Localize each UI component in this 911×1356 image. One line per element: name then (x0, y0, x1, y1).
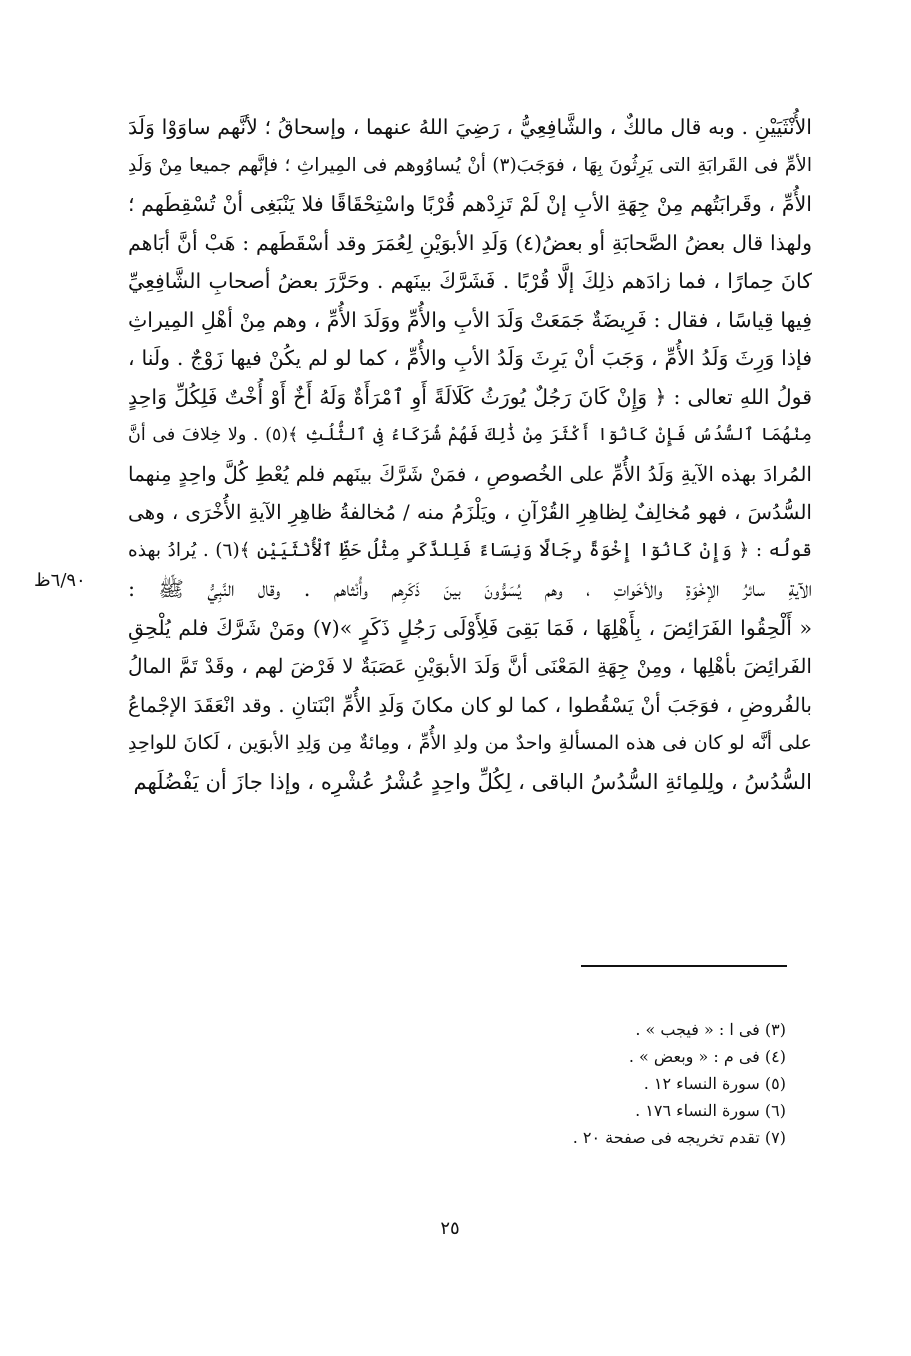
text-line: مِنْهُمَا ٱلسُّدُسُ فَإِنْ كَانُوٓا أَكْثَرَ مِنْ ذَٰلِكَ فَهُمْ شُرَكَاءُ فِى ٱلثُّلُثِ ﴾(٥) . ولا خِلافَ فى أنَّ (128, 425, 812, 445)
footnote: (٥) سورة النساء ١٢ . (643, 1074, 786, 1093)
text-line: بالفُروضِ ، فوَجَبَ أنْ يَسْقُطوا ، كما لو كان مكانَ وَلَدِ الأُمِّ ابْنَتانِ . وقد انْعَقَدَ الإجْماعُ (128, 692, 812, 717)
margin-folio-note: ٦/٩٠ظ (34, 570, 86, 591)
text-line: على أنَّه لو كان فى هذه المسألةِ واحدٌ من ولدِ الأُمِّ ، ومِائةٌ مِن وَلِدِ الأبوَين ، لَكانَ للواحِدِ (128, 732, 812, 754)
text-line: السُّدُسُ ، ولِلمِائةِ السُّدُسُ الباقى ، لِكُلِّ واحِدٍ عُشْرُ عُشْرِه ، وإذا جازَ أن يَفْضُلَهم (133, 769, 812, 794)
text-line: السُّدُسَ ، فهو مُخالِفٌ لِظاهِرِ القُرْآنِ ، ويَلْزَمُ منه / مُخالفةُ ظاهِرِ الآيةِ الأُخْرَى ، وهى (128, 500, 812, 524)
text-line: ولهذا قال بعضُ الصَّحابَةِ أو بعضُ(٤) وَلَدِ الأبوَيْنِ لِعُمَرَ وقد أسْقَطَهم : هَبْ أنَّ أبَاهم (128, 230, 812, 255)
footnotes (480, 1016, 786, 1151)
footnote-separator (581, 965, 787, 967)
text-line: الأُمِّ ، وقَرابَتُهم مِنْ جِهَةِ الأبِ إنْ لَمْ تَزِدْهم قُرْبًا واسْتِحْقَاقًا فلا يَنْبَغِى أنْ تُسْقِطَهم ؛ (128, 192, 812, 216)
main-text-block (128, 108, 812, 801)
text-line: الأمِّ فى القَرابَةِ التى يَرِثُونَ بِهَا ، فوَجَبَ(٣) أنْ يُساوُوهم فى المِيراثِ ؛ فإنَّهم جميعا مِنْ وَلَدِ (128, 154, 812, 176)
text-line: كانَ حِمارًا ، فما زادَهم ذلِكَ إلَّا قُرْبًا . فَشَرَّكَ بينَهم . وحَرَّرَ بعضُ أصحابِ الشَّافِعِيِّ (128, 269, 812, 293)
text-line: الفَرائِضَ بأهْلِها ، ومِنْ جِهَةِ المَعْنَى أنَّ وَلَدَ الأبوَيْنِ عَصَبَةٌ لا فَرْضَ لهم ، وقَدْ تَمَّ المالُ (128, 654, 812, 678)
page-number: ٢٥ (440, 1218, 460, 1239)
text-line: « أَلْحِقُوا الفَرَائِضَ ، بِأَهْلِهَا ، فَمَا بَقِىَ فَلِأَوْلَى رَجُلٍ ذَكَرٍ »(٧) ومَنْ شَرَّكَ فلم يُلْحِقِ (128, 615, 812, 640)
text-line: الأُنْثَيَيْنِ . وبه قال مالكٌ ، والشَّافِعِيُّ ، رَضِيَ اللهُ عنهما ، وإسحاقُ ؛ لأنَّهم ساوَوْا وَلَدَ (128, 115, 812, 139)
footnote: (٧) تقدم تخريجه فى صفحة ٢٠ . (572, 1128, 786, 1147)
text-line: فِيها قِياسًا ، فقال : فَرِيضَةٌ جَمَعَتْ وَلَدَ الأبِ والأُمِّ ووَلَدَ الأُمِّ ، وهم مِنْ أهْلِ المِيراثِ (128, 307, 812, 332)
text-line: المُرادَ بهذه الآيةِ وَلَدُ الأُمِّ على الخُصوصِ ، فمَنْ شَرَّكَ بينَهم فلم يُعْطِ كُلَّ واحِدٍ مِنهما (128, 461, 812, 486)
footnote: (٣) فى ا : « فيجب » . (635, 1020, 786, 1039)
text-line: الآيةِ سائرُ الإخْوَةِ والأخَواتِ ، وهم يُسَوُّونَ بينَ ذَكَرِهم وأُنْثاهم . وقال النَّبِيُّ ﷺ : (128, 577, 812, 601)
text-line: فإذا وَرِثَ وَلَدُ الأُمِّ ، وَجَبَ أنْ يَرِثَ وَلَدُ الأبِ والأُمِّ ، كما لو لم يكُنْ فيها زَوْجٌ . ولَنا ، (128, 346, 812, 370)
footnote: (٦) سورة النساء ١٧٦ . (635, 1101, 786, 1120)
footnote: (٤) فى م : « وبعض » . (628, 1047, 786, 1066)
text-line: قولُه : ﴿ وَإِنْ كَانُوٓا إِخْوَةً رِجَالًا وَنِسَاءً فَلِلذَّكَرِ مِثْلُ حَظِّ ٱلْأُنْثَيَيْنِ ﴾(٦) . يُرادُ بهذه (128, 539, 812, 561)
text-line: قولُ اللهِ تعالى : ﴿ وَإِنْ كَانَ رَجُلٌ يُورَثُ كَلَالَةً أَوِ ٱمْرَأَةٌ وَلَهُ أَخٌ أَوْ أُخْتٌ فَلِكُلِّ وَاحِدٍ (128, 384, 812, 409)
